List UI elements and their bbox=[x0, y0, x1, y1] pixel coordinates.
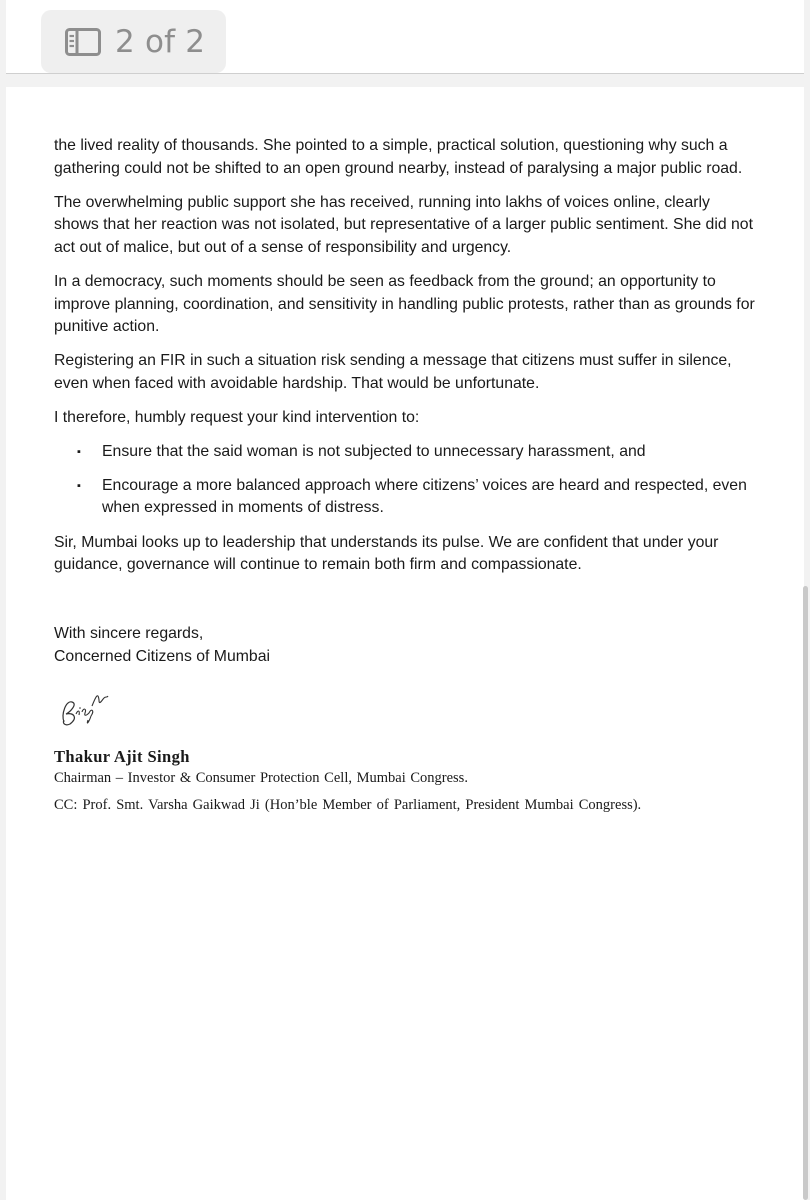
handwritten-signature bbox=[58, 686, 114, 730]
closing-salutation: With sincere regards, bbox=[54, 625, 204, 642]
signatory-block bbox=[54, 747, 794, 815]
body-paragraph: In a democracy, such moments should be seen as feedback from the ground; an opportunity to improve planning, coordination, and sensitivity in handling public protests, rather than as grounds for punitive action. bbox=[54, 272, 755, 336]
page-count-label: 2 of 2 bbox=[115, 23, 206, 60]
closing bbox=[54, 622, 759, 668]
list-item-text: Encourage a more balanced approach where citizens’ voices are heard and respected, even when expressed in moments of distress. bbox=[102, 476, 747, 517]
signatory-title: Chairman – Investor & Consumer Protection Cell, Mumbai Congress. bbox=[54, 770, 468, 786]
closing-sender: Concerned Citizens of Mumbai bbox=[54, 648, 270, 665]
list-item-text: Ensure that the said woman is not subjected to unnecessary harassment, and bbox=[102, 443, 646, 461]
page-indicator[interactable] bbox=[41, 10, 226, 73]
body-paragraph: The overwhelming public support she has received, running into lakhs of voices online, clearly shows that her reaction was not isolated, but representative of a larger public sentiment. She did not act out of malice, but out of a sense of responsibility and urgency. bbox=[54, 193, 753, 256]
request-list bbox=[54, 441, 759, 520]
body-paragraph: Registering an FIR in such a situation risk sending a message that citizens must suffer in silence, even when faced with avoidable hardship. That would be unfortunate. bbox=[54, 352, 732, 392]
signature-image bbox=[58, 686, 114, 730]
list-item bbox=[54, 475, 759, 520]
body-paragraph: I therefore, humbly request your kind intervention to: bbox=[54, 408, 420, 426]
body-paragraph: the lived reality of thousands. She pointed to a simple, practical solution, questioning why such a gathering could not be shifted to an open ground nearby, instead of paralysing a major public road. bbox=[54, 137, 743, 177]
vertical-scrollbar[interactable] bbox=[803, 586, 808, 1200]
bullet-icon: ▪ bbox=[77, 479, 81, 492]
cc-line: CC: Prof. Smt. Varsha Gaikwad Ji (Hon’ble Member of Parliament, President Mumbai Congress). bbox=[54, 797, 642, 813]
sidebar-thumbnails-icon[interactable] bbox=[65, 28, 101, 56]
signatory-name: Thakur Ajit Singh bbox=[54, 747, 190, 766]
bullet-icon: ▪ bbox=[77, 446, 81, 459]
letter-body bbox=[54, 135, 759, 668]
conclusion-paragraph: Sir, Mumbai looks up to leadership that understands its pulse. We are confident that under your guidance, governance will continue to remain both firm and compassionate. bbox=[54, 533, 719, 574]
list-item bbox=[54, 441, 759, 464]
